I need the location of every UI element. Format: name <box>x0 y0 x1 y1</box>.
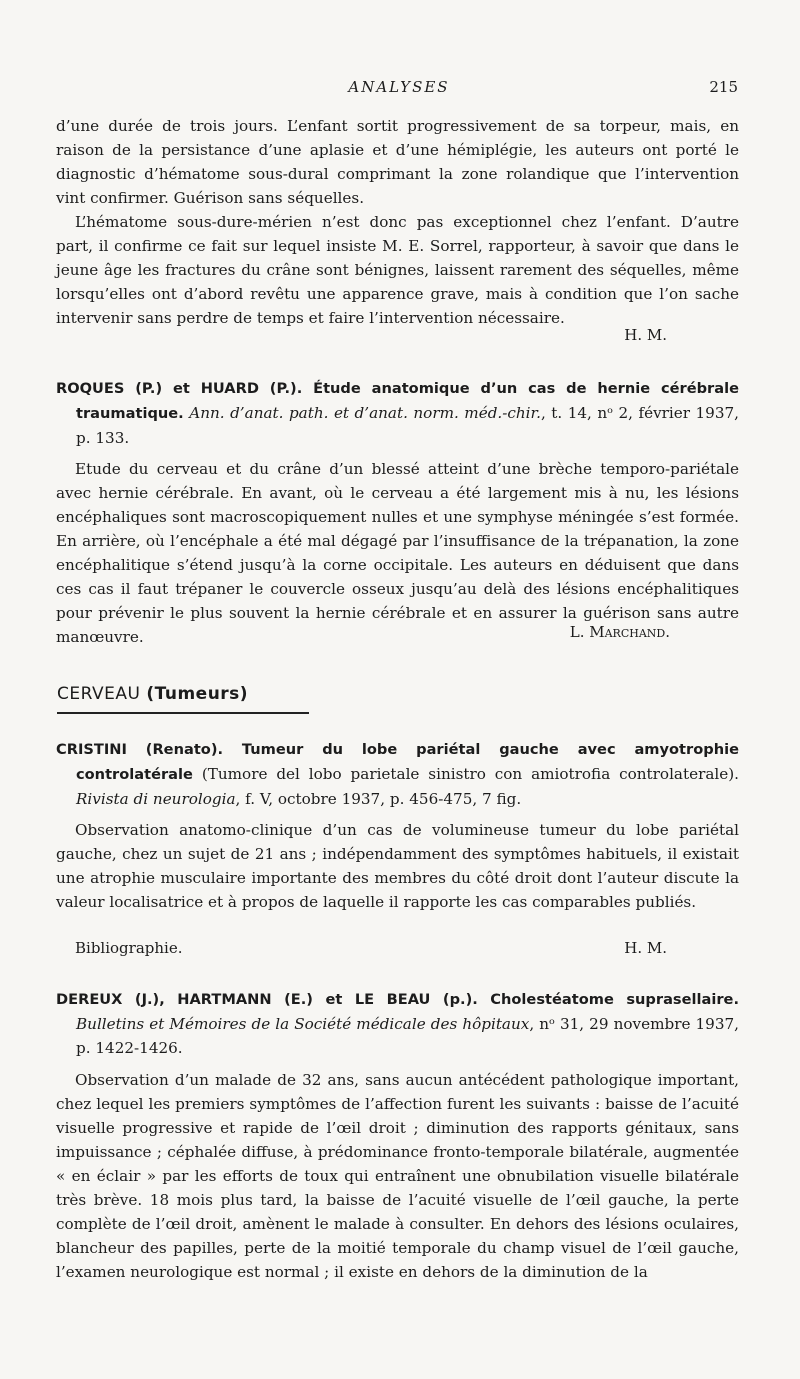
abstract-roques: Etude du cerveau et du crâne d’un blessé atteint d’une brèche temporo-pariétale avec hernie cérébrale. En avant, où le cerveau a été largement mis à nu, les lésions encéphaliques sont macroscopiquement nulles et une symphyse méningée s’est formée. En arrière, où l’encéphale a été mal dégagé par l’insuffisance de la trépanation, la zone encéphalitique s’étend jusqu’à la corne occipitale. Les auteurs en déduisent que dans ces cas il faut trépaner le couvercle osseux jusqu’au delà des lésions encéphalitiques pour prévenir le plus souvent la hernie cérébrale et en assurer la guérison sans autre manœuvre. <box>56 460 739 646</box>
intro-paragraph-1: d’une durée de trois jours. L’enfant sortit progressivement de sa torpeur, mais, en raison de la persistance d’une aplasie et d’une hémiplégie, les auteurs ont porté le diagnostic d’hématome sous-dural comprimant la zone rolandique que l’intervention vint confirmer. Guérison sans séquelles. <box>56 117 739 207</box>
reference-journal: Ann. d’anat. path. et d’anat. norm. méd.-chir. <box>189 404 541 422</box>
running-head <box>60 78 738 102</box>
reference-roques <box>56 376 739 450</box>
reference-journal: Bulletins et Mémoires de la Société médicale des hôpitaux <box>76 1015 530 1033</box>
running-title: ANALYSES <box>348 78 450 96</box>
reference-authors-title: ROQUES (P.) et HUARD (P.). Étude anatomique d’un cas de hernie cérébrale traumatique. <box>56 380 739 422</box>
section-underline <box>57 712 309 714</box>
intro-signature: H. M. <box>624 326 667 344</box>
abstract-dereux: Observation d’un malade de 32 ans, sans aucun antécédent pathologique important, chez lequel les premiers symptômes de l’affection furent les suivants : baisse de l’acuité visuelle progressive et rapide de l’œil droit ; diminution des rapports génitaux, sans impuissance ; céphalée diffuse, à prédominance fronto-temporale bilatérale, augmentée « en éclair » par les efforts de toux qui entraînent une obnubilation visuelle bilatérale très brève. 18 mois plus tard, la baisse de l’acuité visuelle de l’œil gauche, la perte complète de l’œil droit, amènent le malade à consulter. En dehors des lésions oculaires, blancheur des papilles, perte de la moitié temporale du champ visuel de l’œil gauche, l’examen neurologique est normal ; il existe en dehors de la diminution de la <box>56 1071 739 1281</box>
intro-paragraph-2: L’hématome sous-dure-mérien n’est donc pas exceptionnel chez l’enfant. D’autre part, il confirme ce fait sur lequel insiste M. E. Sorrel, rapporteur, à savoir que dans le jeune âge les fractures du crâne sont bénignes, laissent rarement des séquelles, même lorsqu’elles ont d’abord revêtu une apparence grave, mais à condition que l’on sache intervenir sans perdre de temps et faire l’intervention nécessaire. <box>56 213 739 327</box>
section-title: CERVEAU <box>57 684 141 704</box>
bibliography-label: Bibliographie. <box>75 939 183 957</box>
signature-marchand: L. Marchand. <box>569 623 670 641</box>
reference-details: , f. V, octobre 1937, p. 456-475, 7 fig. <box>235 790 522 808</box>
reference-dereux <box>56 987 739 1060</box>
abstract-cristini: Observation anatomo-clinique d’un cas de volumineuse tumeur du lobe pariétal gauche, chez un sujet de 21 ans ; indépendamment des symptômes habituels, il existait une atrophie musculaire importante des membres du côté droit dont l’auteur discute la valeur localisatrice et à propos de laquelle il rapporte les cas comparables publiés. <box>56 821 739 911</box>
reference-authors-title: CRISTINI (Renato). Tumeur du lobe pariétal gauche avec amyotrophie controlatérale <box>56 741 739 783</box>
reference-details: , nᵒ 31, 29 novembre 1937, p. 1422-1426. <box>76 1015 739 1057</box>
reference-details: , t. 14, nᵒ 2, février 1937, p. 133. <box>76 404 739 447</box>
section-subtitle: (Tumeurs) <box>146 684 249 704</box>
section-heading <box>57 684 248 704</box>
reference-translation: (Tumore del lobo parietale sinistro con amiotrofia controlaterale). <box>192 765 739 783</box>
reference-journal: Rivista di neurologia <box>76 790 236 808</box>
reference-cristini <box>56 737 739 811</box>
reference-authors-title: DEREUX (J.), HARTMANN (E.) et LE BEAU (p.). Cholestéatome suprasellaire. <box>56 991 739 1008</box>
signature-hm: H. M. <box>624 939 667 957</box>
page-number: 215 <box>709 78 738 96</box>
